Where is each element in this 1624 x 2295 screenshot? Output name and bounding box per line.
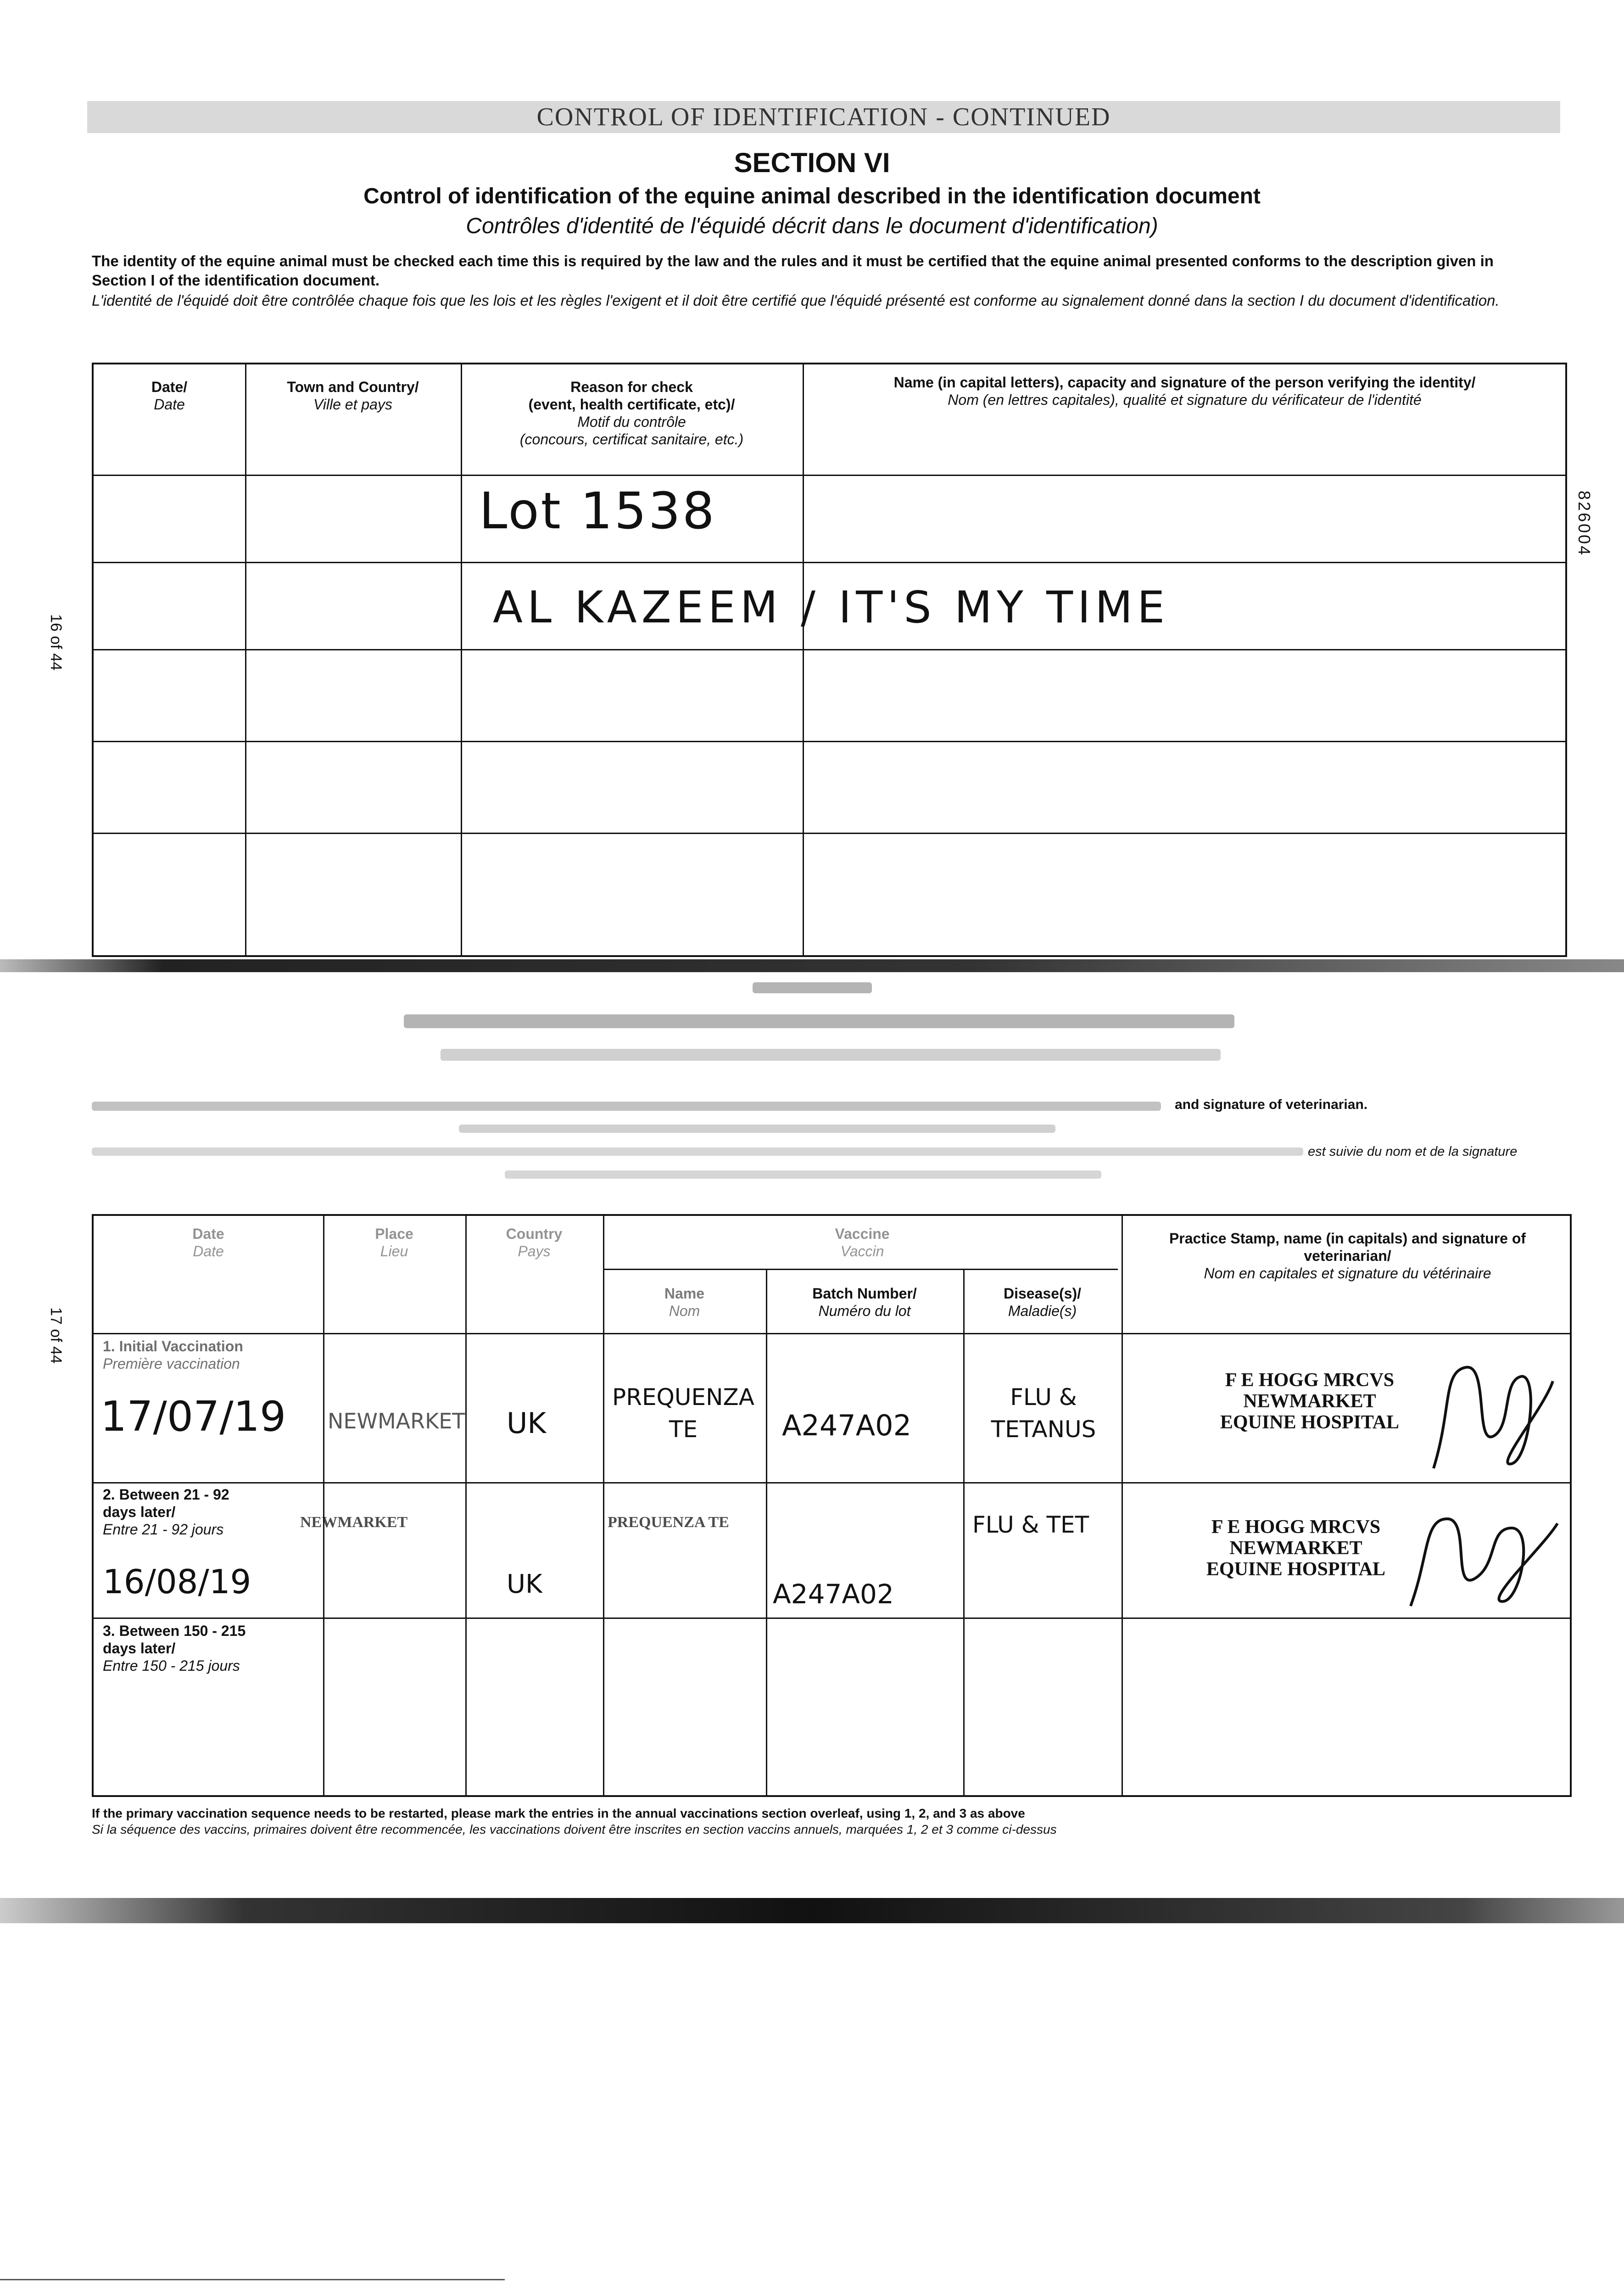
row1-vaccine: PREQUENZA TE: [612, 1384, 754, 1443]
footnote-fr: Si la séquence des vaccins, primaires doivent être recommencée, les vaccinations doivent être inscrites en section vaccins annuels, marquées 1, 2 et 3 comme ci-dessus: [92, 1822, 1057, 1836]
obscured-paragraph-line2: [459, 1125, 1055, 1133]
footnote-en: If the primary vaccination sequence needs to be restarted, please mark the entries in the annual vaccinations section overleaf, using 1, 2, and 3 as above: [92, 1806, 1025, 1820]
col-date-header: Date Date: [192, 1226, 224, 1259]
obscured-paragraph-line4: [505, 1170, 1101, 1179]
obscured-subtitle-en: [404, 1014, 1234, 1028]
instructions-en: The identity of the equine animal must be checked each time this is required by the law and the rules and it must be certified that the equine animal presented conforms to the description given in Section I of the identification document.: [92, 252, 1494, 289]
col-date-header: Date/ Date: [151, 379, 188, 413]
col-name-header: Name (in capital letters), capacity and signature of the person verifying the identity/ Nom (en lettres capitales), qualité et signature du vérificateur de l'identité: [893, 374, 1476, 408]
col-country-header: Country Pays: [506, 1226, 563, 1259]
row1-date: 17/07/19: [100, 1393, 286, 1441]
col-reason-header: Reason for check (event, health certificate, etc)/ Motif du contrôle (concours, certificat sanitaire, etc.): [519, 379, 744, 448]
primary-vaccination-table: [92, 1214, 1572, 1797]
col-batch-header: Batch Number/ Numéro du lot: [812, 1285, 917, 1319]
scan-edge-top: [0, 959, 1624, 972]
row1-disease: FLU & TETANUS: [991, 1384, 1096, 1443]
row2-label: 2. Between 21 - 92 days later/ Entre 21 - 92 jours: [103, 1486, 229, 1538]
col-vet-stamp-header: Practice Stamp, name (in capitals) and signature of veterinarian/ Nom en capitales et signature du vétérinaire: [1169, 1230, 1526, 1282]
handwritten-lot-number: Lot 1538: [479, 481, 716, 540]
col-place-header: Place Lieu: [375, 1226, 413, 1259]
row1-signature-icon: [1424, 1354, 1562, 1482]
row1-label: 1. Initial Vaccination Première vaccination: [103, 1338, 243, 1372]
col-town-header: Town and Country/ Ville et pays: [287, 379, 419, 413]
page-number-16: 16 of 44: [47, 614, 65, 671]
row1-place: NEWMARKET: [328, 1409, 465, 1433]
obscured-section-title: [753, 982, 872, 993]
vet-paragraph-end: and signature of veterinarian.: [1175, 1097, 1368, 1112]
col-vaccine-name-header: Name Nom: [664, 1285, 705, 1319]
section-banner: CONTROL OF IDENTIFICATION - CONTINUED: [87, 101, 1560, 133]
row2-country: UK: [507, 1569, 542, 1599]
obscured-paragraph-line3: [92, 1148, 1303, 1156]
side-code: 826004: [1575, 490, 1594, 557]
row2-signature-icon: [1406, 1500, 1562, 1620]
obscured-paragraph-line1: [92, 1102, 1161, 1111]
row2-date: 16/08/19: [103, 1562, 251, 1601]
vet-paragraph-end-fr: est suivie du nom et de la signature: [1308, 1144, 1518, 1159]
instructions-fr: L'identité de l'équidé doit être contrôlée chaque fois que les lois et les règles l'exigent et il doit être certifié que l'équidé présenté est conforme au signalement donné dans la section I du document d'identification.: [92, 292, 1500, 309]
row1-batch: A247A02: [782, 1409, 912, 1442]
row3-label: 3. Between 150 - 215 days later/ Entre 150 - 215 jours: [103, 1623, 246, 1674]
row2-vet-stamp: F E HOGG MRCVS NEWMARKET EQUINE HOSPITAL: [1206, 1517, 1386, 1580]
row2-batch: A247A02: [773, 1579, 894, 1610]
obscured-subtitle-fr: [441, 1049, 1221, 1061]
col-disease-header: Disease(s)/ Maladie(s): [1004, 1285, 1081, 1319]
page-number-17: 17 of 44: [47, 1307, 65, 1364]
col-vaccine-header: Vaccine Vaccin: [835, 1226, 890, 1259]
handwritten-sire-dam: AL KAZEEM / IT'S MY TIME: [493, 582, 1170, 633]
scan-edge-bottom: [0, 1898, 1624, 1923]
row2-disease: FLU & TET: [972, 1511, 1089, 1538]
bottom-edge-line: [0, 2279, 505, 2280]
row1-vet-stamp: F E HOGG MRCVS NEWMARKET EQUINE HOSPITAL: [1220, 1370, 1400, 1433]
section-subtitle-fr: Contrôles d'identité de l'équidé décrit dans le document d'identification): [466, 214, 1158, 238]
row1-country: UK: [507, 1406, 547, 1440]
section-title: SECTION VI: [734, 147, 890, 178]
identity-check-table: [92, 363, 1567, 957]
row2-vaccine: PREQUENZA TE: [608, 1514, 729, 1531]
section-subtitle-en: Control of identification of the equine animal described in the identification document: [363, 184, 1261, 208]
row2-place: NEWMARKET: [300, 1514, 408, 1531]
